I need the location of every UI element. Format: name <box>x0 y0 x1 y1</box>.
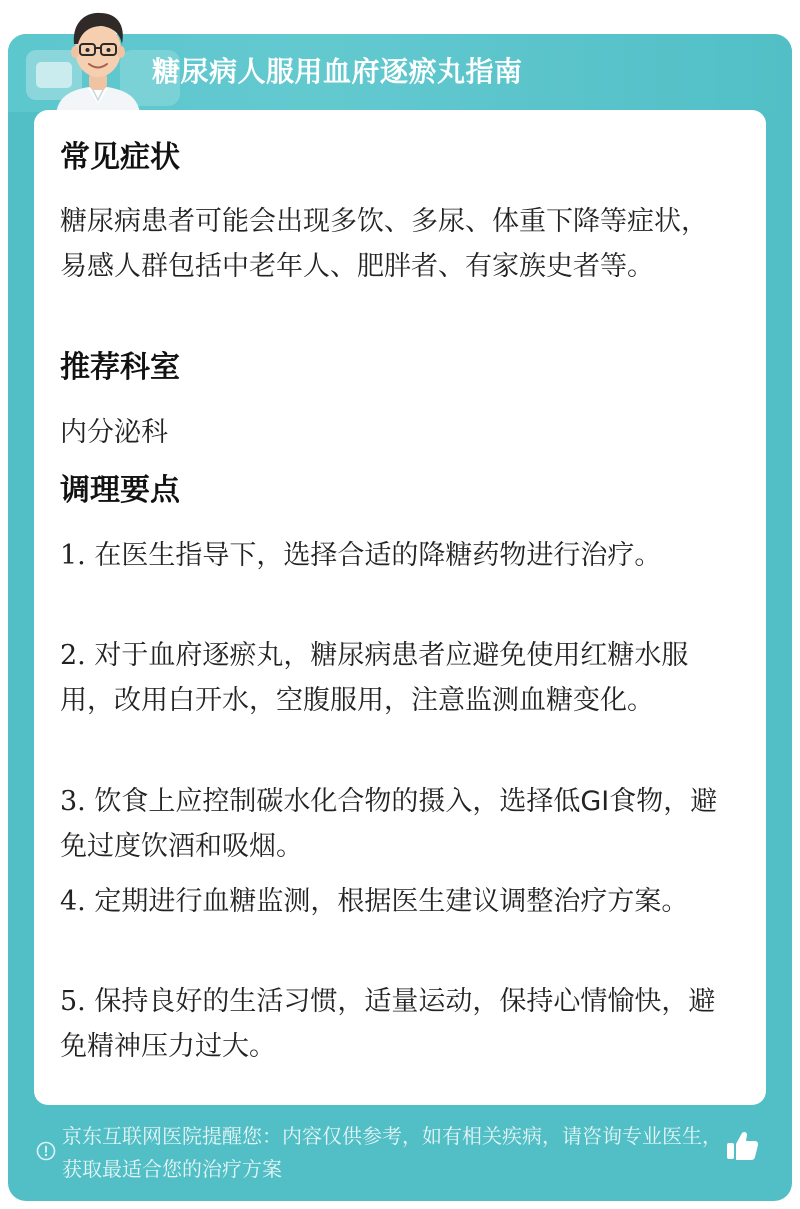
care-item-number: 5. <box>60 986 86 1017</box>
symptoms-text: 糖尿病患者可能会出现多饮、多尿、体重下降等症状，易感人群包括中老年人、肥胖者、有家族史者等。 <box>60 206 708 282</box>
care-item-number: 3. <box>60 786 86 817</box>
section-title-care: 调理要点 <box>60 473 180 508</box>
care-item-text: 定期进行血糖监测，根据医生建议调整治疗方案。 <box>85 886 689 917</box>
care-item <box>60 879 726 924</box>
info-icon <box>36 1141 56 1161</box>
care-item <box>60 633 726 723</box>
care-item-text: 保持良好的生活习惯，适量运动，保持心情愉快，避免精神压力过大。 <box>60 986 716 1062</box>
care-item-text: 对于血府逐瘀丸，糖尿病患者应避免使用红糖水服用，改用白开水，空腹服用，注意监测血糖变化。 <box>60 640 689 716</box>
section-title-department: 推荐科室 <box>60 350 180 385</box>
department-text: 内分泌科 <box>60 417 168 448</box>
care-item <box>60 533 726 578</box>
care-item-text: 在医生指导下，选择合适的降糖药物进行治疗。 <box>85 540 662 571</box>
doctor-avatar-icon <box>42 4 154 114</box>
care-item-text: 饮食上应控制碳水化合物的摄入，选择低GI食物，避免过度饮酒和吸烟。 <box>60 786 718 862</box>
care-item <box>60 779 726 869</box>
page-title: 糖尿病人服用血府逐瘀丸指南 <box>152 55 523 88</box>
section-title-symptoms: 常见症状 <box>60 140 180 175</box>
disclaimer-note: 京东互联网医院提醒您：内容仅供参考，如有相关疾病，请咨询专业医生，获取最适合您的治疗方案 <box>62 1124 722 1181</box>
care-item-number: 1. <box>60 540 86 571</box>
thumbs-up-icon[interactable] <box>724 1128 760 1164</box>
care-item-number: 2. <box>60 640 86 671</box>
care-item <box>60 979 726 1069</box>
care-item-number: 4. <box>60 886 86 917</box>
